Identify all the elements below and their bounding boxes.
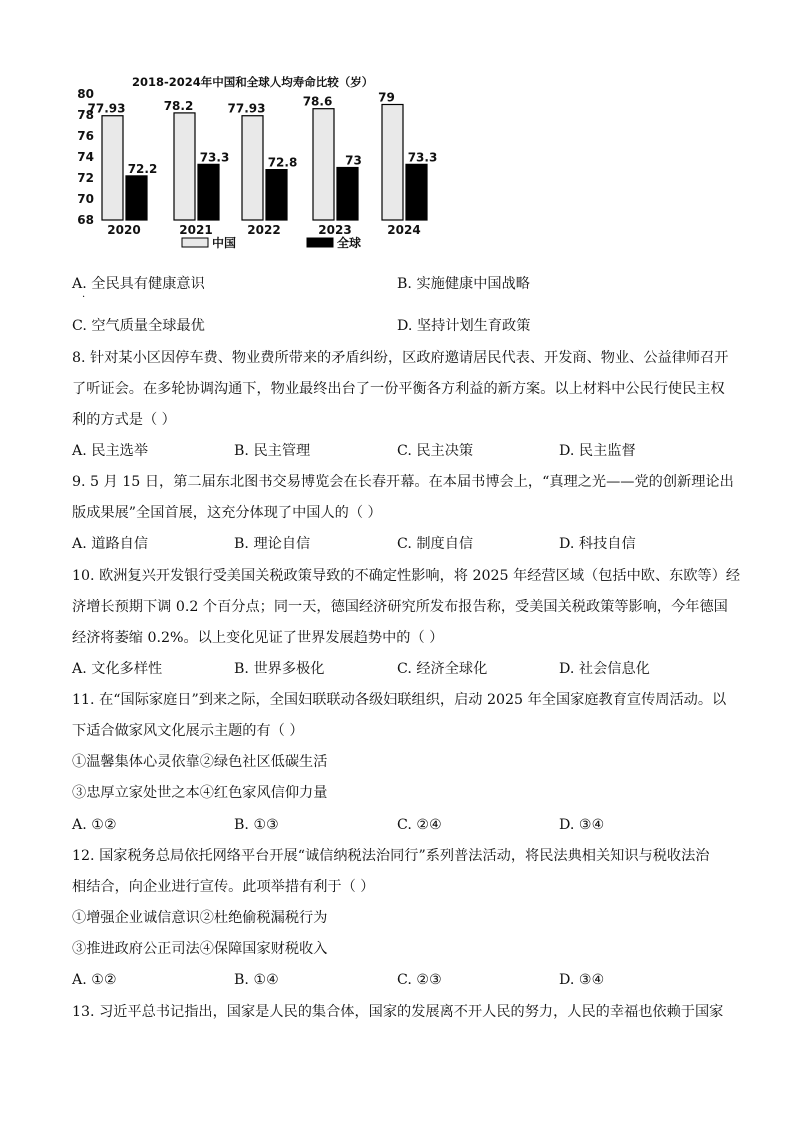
china-value-label: 77.93: [87, 101, 126, 116]
y-tick-label: 72: [77, 171, 94, 185]
q11-line-3: ①温馨集体心灵依靠②绿色社区低碳生活: [72, 754, 328, 770]
global-value-label: 72.2: [127, 161, 158, 176]
q7-option-b: B. 实施健康中国战略: [397, 276, 530, 292]
china-bar: [242, 116, 263, 220]
life-expectancy-chart: [72, 70, 452, 260]
q11-line-1: 11. 在“国际家庭日”到来之际，全国妇联联动各级妇联组织，启动 2025 年全国家庭教育宣传周活动。以: [72, 692, 727, 708]
x-tick-label: 2021: [179, 223, 213, 237]
q8-line-1: 8. 针对某小区因停车费、物业费所带来的矛盾纠纷，区政府邀请居民代表、开发商、物业、公益律师召开: [72, 350, 729, 366]
china-value-label: 77.93: [227, 101, 266, 116]
global-bar: [198, 164, 219, 220]
q10-line-1: 10. 欧洲复兴开发银行受美国关税政策导致的不确定性影响，将 2025 年经营区域（包括中欧、东欧等）经: [72, 568, 741, 584]
q12-option-c: C. ②③: [397, 972, 442, 988]
q11-option-a: A. ①②: [72, 817, 117, 833]
q11-option-c: C. ②④: [397, 817, 442, 833]
y-tick-label: 74: [77, 150, 94, 164]
q11-option-b: B. ①③: [234, 817, 279, 833]
china-value-label: 78.2: [163, 98, 194, 113]
china-bar: [174, 113, 195, 220]
global-bar: [126, 176, 147, 220]
x-tick-label: 2020: [107, 223, 141, 237]
global-value-label: 72.8: [267, 155, 298, 170]
y-tick-label: 80: [77, 87, 94, 101]
china-bar: [313, 109, 334, 220]
q12-option-d: D. ③④: [559, 972, 605, 988]
q8-option-c: C. 民主决策: [397, 443, 474, 459]
global-bar: [337, 168, 358, 221]
q8-option-d: D. 民主监督: [559, 443, 636, 459]
y-tick-label: 78: [77, 108, 94, 122]
q10-option-d: D. 社会信息化: [559, 661, 650, 677]
q8-line-2: 了听证会。在多轮协调沟通下，物业最终出台了一份平衡各方利益的新方案。以上材料中公民行使民主权: [72, 381, 725, 397]
q11-option-d: D. ③④: [559, 817, 605, 833]
q13-line-1: 13. 习近平总书记指出，国家是人民的集合体，国家的发展离不开人民的努力，人民的幸福也依赖于国家: [72, 1004, 724, 1020]
q8-line-3: 利的方式是（ ）: [72, 412, 176, 428]
q12-line-4: ③推进政府公正司法④保障国家财税收入: [72, 941, 328, 957]
y-tick-label: 68: [77, 213, 94, 227]
q8-option-b: B. 民主管理: [234, 443, 311, 459]
global-bar: [406, 164, 427, 220]
q8-option-a: A. 民主选举: [72, 443, 149, 459]
q10-line-3: 经济将萎缩 0.2%。以上变化见证了世界发展趋势中的（ ）: [72, 630, 444, 646]
q11-line-4: ③忠厚立家处世之本④红色家风信仰力量: [72, 785, 328, 801]
global-value-label: 73.3: [407, 150, 438, 165]
y-tick-label: 76: [77, 129, 94, 143]
china-value-label: 78.6: [302, 94, 333, 109]
q7-option-d: D. 坚持计划生育政策: [397, 318, 531, 334]
x-tick-label: 2022: [247, 223, 281, 237]
q10-option-a: A. 文化多样性: [72, 661, 163, 677]
global-bar: [266, 170, 287, 220]
china-value-label: 79: [378, 90, 395, 105]
q12-line-3: ①增强企业诚信意识②杜绝偷税漏税行为: [72, 910, 328, 926]
legend-label-china: 中国: [212, 236, 237, 250]
q9-option-a: A. 道路自信: [72, 536, 149, 552]
global-value-label: 73.3: [199, 150, 230, 165]
y-tick-label: 70: [77, 192, 94, 206]
legend-label-global: 全球: [337, 236, 362, 250]
global-value-label: 73: [345, 153, 362, 168]
q9-line-1: 9. 5 月 15 日，第二届东北图书交易博览会在长春开幕。在本届书博会上，“真理之光——党的创新理论出: [72, 474, 734, 490]
q7-option-c: C. 空气质量全球最优: [72, 318, 205, 334]
q12-option-b: B. ①④: [234, 972, 279, 988]
q9-option-b: B. 理论自信: [234, 536, 311, 552]
chart-title: 2018-2024年中国和全球人均寿命比较（岁）: [132, 75, 374, 89]
china-bar: [102, 116, 123, 220]
legend-swatch-china: [182, 238, 208, 247]
q9-line-2: 版成果展”全国首展，这充分体现了中国人的（ ）: [72, 505, 382, 521]
q11-line-2: 下适合做家风文化展示主题的有（ ）: [72, 723, 304, 739]
chart-svg: [72, 70, 452, 260]
q12-line-1: 12. 国家税务总局依托网络平台开展“诚信纳税法治同行”系列普法活动，将民法典相关知识与税收法治: [72, 848, 710, 864]
x-tick-label: 2024: [387, 223, 421, 237]
q12-option-a: A. ①②: [72, 972, 117, 988]
legend-swatch-global: [307, 238, 333, 247]
q10-option-b: B. 世界多极化: [234, 661, 325, 677]
q9-option-c: C. 制度自信: [397, 536, 474, 552]
china-bar: [382, 105, 403, 221]
q10-option-c: C. 经济全球化: [397, 661, 488, 677]
x-tick-label: 2023: [318, 223, 352, 237]
stray-dot: ·: [82, 292, 86, 303]
q7-option-a: A. 全民具有健康意识: [72, 276, 205, 292]
q9-option-d: D. 科技自信: [559, 536, 636, 552]
q12-line-2: 相结合，向企业进行宣传。此项举措有利于（ ）: [72, 879, 375, 895]
q10-line-2: 济增长预期下调 0.2 个百分点；同一天，德国经济研究所发布报告称，受美国关税政策等影响，今年德国: [72, 599, 728, 615]
